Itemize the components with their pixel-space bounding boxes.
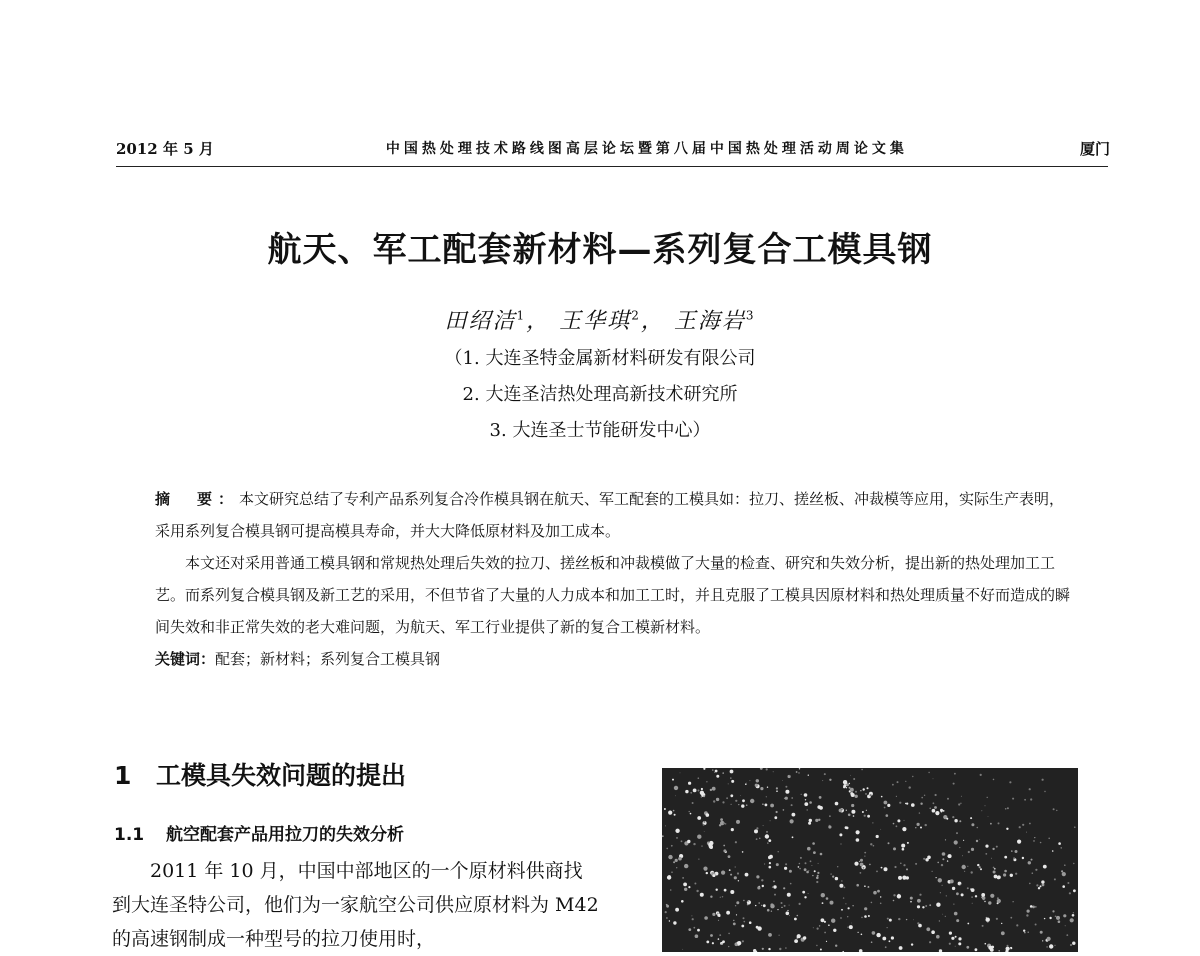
affiliation-3: 3. 大连圣士节能研发中心） (489, 420, 711, 441)
paper-title: 航天、军工配套新材料—系列复合工模具钢 (267, 230, 933, 270)
abstract-paragraph-1 (155, 483, 1075, 547)
keywords-line (155, 643, 1075, 675)
micrograph-image (662, 768, 1078, 952)
running-header (116, 134, 1110, 162)
abstract-label: 摘 要： (155, 490, 240, 508)
header-location: 厦门 (1079, 139, 1110, 158)
affiliation-1: （1. 大连圣特金属新材料研发有限公司 (444, 348, 756, 369)
author-name: 田绍洁 (444, 309, 517, 334)
section-title: 工模具失效问题的提出 (156, 761, 407, 790)
author-affil-mark: 2 (631, 308, 641, 323)
author-name: 王海岩 (673, 309, 746, 334)
body-text-column (112, 854, 600, 956)
author-name: 王华琪 (559, 309, 632, 334)
section-number: 1 (114, 761, 132, 790)
author-affil-mark: 3 (745, 308, 756, 323)
header-rule (116, 166, 1108, 167)
author-affil-mark: 1 (516, 308, 527, 323)
micrograph-figure (662, 768, 1078, 952)
subsection-heading-1-1 (114, 820, 404, 845)
section-heading-1 (114, 756, 406, 792)
abstract-paragraph-2: 本文还对采用普通工模具钢和常规热处理后失效的拉刀、搓丝板和冲裁模做了大量的检查、研究和失效分析，提出新的热处理加工工艺。而系列复合模具钢及新工艺的采用，不但节省了大量的人力成本和加工工时，并且克服了工模具因原材料和热处理质量不好而造成的瞬间失效和非正常失效的老大难问题，为航天、军工行业提供了新的复合工模新材料。 (155, 554, 1071, 636)
subsection-number: 1.1 (114, 825, 145, 845)
header-date: 2012 年 5 月 (116, 139, 214, 158)
abstract-text-1: 本文研究总结了专利产品系列复合冷作模具钢在航天、军工配套的工模具如：拉刀、搓丝板、冲裁模等应用，实际生产表明，采用系列复合模具钢可提高模具寿命，并大大降低原材料及加工成本。 (155, 490, 1065, 540)
affiliation-2: 2. 大连圣洁热处理高新技术研究所 (462, 384, 738, 405)
author-separator: ， (640, 309, 665, 334)
body-paragraph: 2011 年 10 月，中国中部地区的一个原材料供商找到大连圣特公司，他们为一家航空公司供应原材料为 M42 的高速钢制成一种型号的拉刀使用时， (112, 860, 599, 950)
author-separator: ， (526, 309, 551, 334)
keywords-label: 关键词： (155, 650, 216, 668)
author-list (0, 304, 1200, 335)
abstract-block (155, 483, 1075, 675)
subsection-title: 航空配套产品用拉刀的失效分析 (166, 825, 404, 845)
keywords-text: 配套；新材料；系列复合工模具钢 (215, 650, 441, 668)
header-journal: 中国热处理技术路线图高层论坛暨第八届中国热处理活动周论文集 (385, 141, 908, 157)
